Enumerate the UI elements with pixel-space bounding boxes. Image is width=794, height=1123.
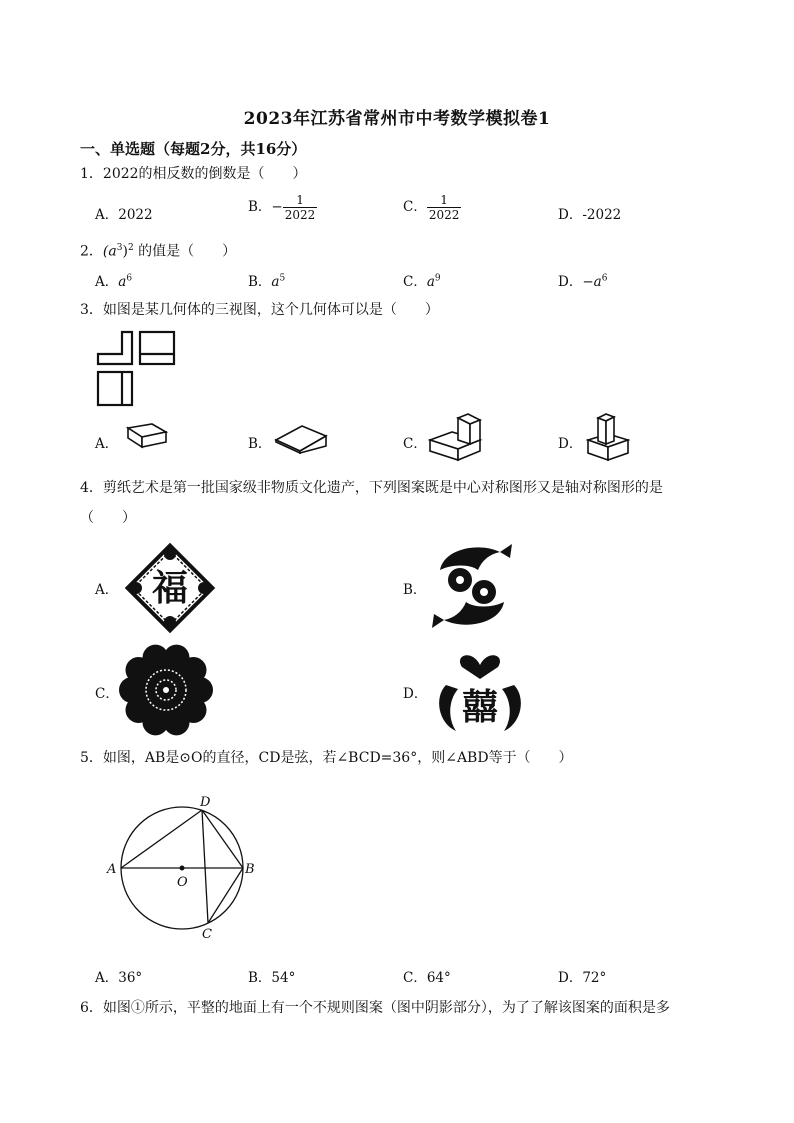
q5-circle-figure	[104, 792, 274, 942]
label-a: A	[107, 862, 117, 877]
q1-option-b-fraction	[283, 193, 318, 222]
q1-option-d: D．-2022	[558, 207, 622, 223]
q3-option-b-solid	[272, 420, 330, 454]
q3-option-b-label: B．	[248, 436, 272, 452]
side-view	[140, 332, 174, 364]
q3-option-c-label: C．	[403, 436, 427, 452]
chord-db	[202, 810, 243, 868]
q2-b-exp: 5	[279, 273, 286, 284]
question-6: 6．如图①所示，平整的地面上有一个不规则图案（图中阴影部分），为了了解该图案的面积是多	[80, 1000, 670, 1016]
front-view	[98, 332, 132, 364]
q4-option-d-xi-papercut	[432, 645, 528, 735]
q2-inner-exponent: 3	[116, 243, 123, 253]
q2-a-label: A．	[95, 274, 119, 290]
question-3: 3．如图是某几何体的三视图，这个几何体可以是（ ）	[80, 302, 439, 318]
q2-option-c	[403, 270, 441, 290]
q1-option-c-fraction	[427, 193, 462, 222]
q1-option-c-prefix: C．	[403, 199, 427, 215]
q2-close-paren: )	[122, 243, 128, 260]
top-view	[98, 372, 132, 405]
q5-option-a: A．36°	[95, 970, 143, 986]
q2-option-b	[248, 270, 285, 290]
q5-option-b: B．54°	[248, 970, 296, 986]
q1-b-denominator: 2022	[284, 208, 316, 222]
q2-a-exp: 6	[126, 273, 133, 284]
page-title: 2023年江苏省常州市中考数学模拟卷1	[243, 109, 551, 129]
q2-rest: 的值是（ ）	[133, 243, 237, 260]
q4-option-d-label: D．	[403, 686, 428, 702]
question-2	[80, 238, 236, 262]
center-o	[180, 866, 185, 871]
question-4-line2: （ ）	[80, 510, 136, 526]
section-heading: 一、单选题（每题2分，共16分）	[80, 140, 307, 158]
q2-base: (a	[102, 243, 117, 260]
q4-option-a-label: A．	[95, 582, 119, 598]
q1-c-denominator: 2022	[428, 208, 460, 222]
q1-option-c	[403, 193, 461, 222]
q4-option-c-label: C．	[95, 686, 119, 702]
three-views-figure	[94, 330, 184, 408]
q4-option-a-fu-papercut	[120, 538, 220, 638]
q2-a-base: a	[118, 274, 127, 290]
chord-cb	[208, 868, 243, 923]
chord-ad	[121, 810, 202, 868]
q1-b-numerator: 1	[283, 193, 318, 208]
q5-option-c: C．64°	[403, 970, 451, 986]
question-1: 1．2022的相反数的倒数是（ ）	[80, 166, 307, 182]
q2-b-base: a	[271, 274, 280, 290]
label-b: B	[245, 862, 255, 877]
q2-option-a	[95, 270, 132, 290]
q1-option-b-prefix: B．−	[248, 199, 283, 215]
q2-c-exp: 9	[434, 273, 441, 284]
question-4-line1: 4．剪纸艺术是第一批国家级非物质文化遗产，下列图案既是中心对称图形又是轴对称图形的是	[80, 480, 663, 496]
q4-option-c-flower-papercut	[118, 642, 214, 738]
q2-option-d	[558, 270, 607, 290]
q2-d-exp: 6	[601, 273, 608, 284]
q2-b-label: B．	[248, 274, 272, 290]
q1-option-a: A．2022	[95, 207, 153, 223]
q4-option-b-fish-papercut	[430, 540, 514, 632]
q2-c-label: C．	[403, 274, 427, 290]
q2-c-base: a	[426, 274, 435, 290]
fu-character: 福	[151, 567, 189, 609]
question-5: 5．如图，AB是⊙O的直径，CD是弦，若∠BCD=36°，则∠ABD等于（ ）	[80, 750, 573, 766]
q3-option-a-label: A．	[95, 436, 119, 452]
q3-option-a-solid	[122, 420, 170, 452]
q3-option-c-solid	[428, 412, 484, 464]
label-d: D	[200, 795, 211, 810]
q2-d-base: a	[593, 274, 602, 290]
q2-outer-exponent: 2	[127, 243, 134, 253]
chord-dc	[202, 810, 208, 923]
q2-number: 2．	[80, 243, 103, 260]
label-c: C	[202, 927, 212, 942]
q3-option-d-solid	[586, 410, 632, 464]
label-o: O	[177, 875, 188, 890]
q5-option-d: D．72°	[558, 970, 607, 986]
q4-option-b-label: B．	[403, 582, 427, 598]
q3-option-d-label: D．	[558, 436, 583, 452]
q1-option-b	[248, 193, 317, 222]
q2-d-label: D．−	[558, 274, 594, 290]
xi-character: 囍	[461, 686, 499, 728]
q1-c-numerator: 1	[427, 193, 462, 208]
